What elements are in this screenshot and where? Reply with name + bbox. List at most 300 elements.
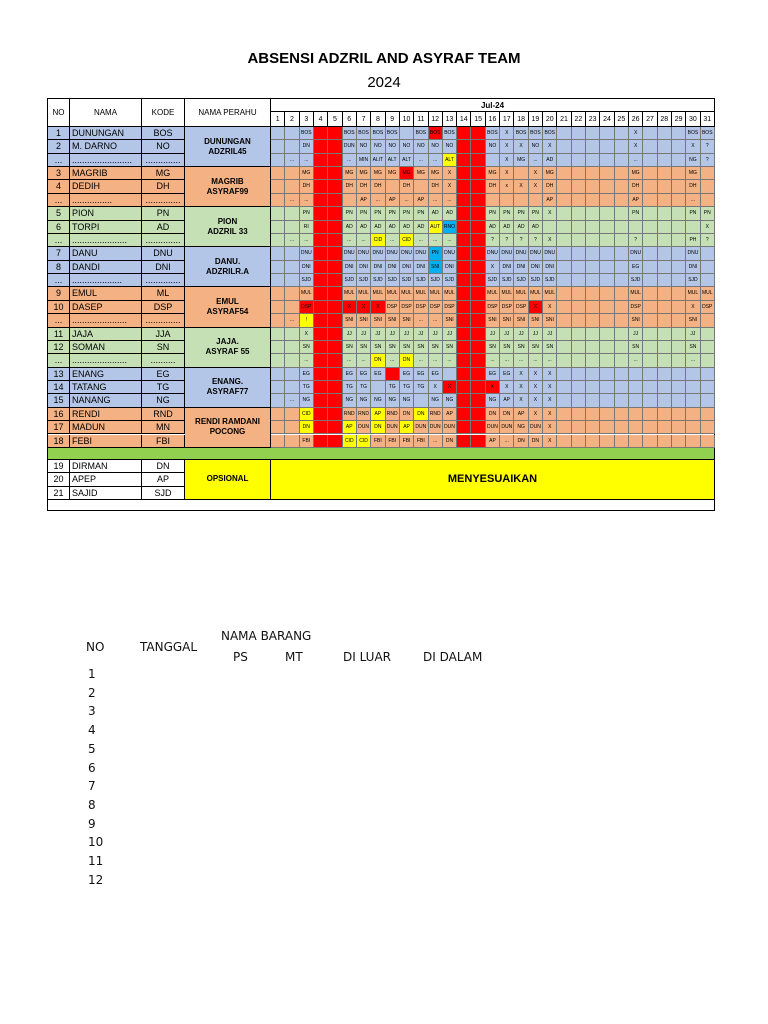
boat-name-line2: ASYRAF54 — [206, 306, 249, 316]
attendance-cell — [672, 354, 686, 367]
attendance-cell: X — [529, 381, 543, 394]
attendance-cell: MUL — [443, 287, 457, 300]
attendance-cell: AD — [357, 221, 371, 234]
attendance-cell — [615, 167, 629, 180]
attendance-cell — [285, 435, 299, 448]
attendance-cell — [471, 140, 485, 153]
attendance-cell: RNO — [443, 221, 457, 234]
attendance-cell — [586, 368, 600, 381]
attendance-cell — [457, 301, 471, 314]
attendance-cell: SN — [500, 341, 514, 354]
attendance-cell — [586, 328, 600, 341]
attendance-cell — [328, 354, 342, 367]
attendance-cell: X — [514, 368, 528, 381]
attendance-cell: NO — [429, 140, 443, 153]
attendance-cell: ? — [500, 234, 514, 247]
day-number: 18 — [514, 112, 528, 127]
attendance-cell: X — [529, 368, 543, 381]
attendance-cell — [271, 127, 285, 140]
member-name: DANDI — [70, 261, 142, 274]
attendance-cell — [271, 194, 285, 207]
attendance-cell: MG — [629, 167, 643, 180]
attendance-cell — [328, 328, 342, 341]
attendance-cell: AD — [343, 221, 357, 234]
attendance-cell — [328, 154, 342, 167]
attendance-cell: X — [543, 301, 557, 314]
attendance-cell — [586, 234, 600, 247]
attendance-cell — [271, 328, 285, 341]
attendance-cell — [572, 408, 586, 421]
attendance-cell — [572, 435, 586, 448]
day-number: 28 — [658, 112, 672, 127]
attendance-cell: JJ — [343, 328, 357, 341]
attendance-cell — [557, 368, 571, 381]
attendance-cell: SJD — [543, 274, 557, 287]
attendance-cell: NG — [400, 394, 414, 407]
attendance-cell — [600, 221, 614, 234]
attendance-cell — [471, 221, 485, 234]
attendance-cell: DH — [357, 180, 371, 193]
attendance-cell — [600, 234, 614, 247]
attendance-cell — [658, 180, 672, 193]
attendance-cell — [586, 221, 600, 234]
attendance-cell — [529, 194, 543, 207]
attendance-cell — [328, 408, 342, 421]
attendance-cell — [643, 261, 657, 274]
form-mt-header: MT — [285, 650, 303, 664]
attendance-cell: MUL — [400, 287, 414, 300]
attendance-cell: ? — [701, 154, 715, 167]
attendance-cell — [314, 207, 328, 220]
attendance-cell: MUL — [701, 287, 715, 300]
attendance-cell — [285, 167, 299, 180]
attendance-cell — [557, 221, 571, 234]
attendance-cell — [572, 194, 586, 207]
attendance-cell — [615, 221, 629, 234]
attendance-cell: x — [500, 180, 514, 193]
attendance-cell: X — [443, 180, 457, 193]
attendance-cell — [658, 354, 672, 367]
attendance-cell — [672, 221, 686, 234]
day-number: 13 — [443, 112, 457, 127]
boat-name-line1: MAGRIB — [211, 176, 244, 186]
attendance-cell — [615, 381, 629, 394]
form-row-number: 2 — [88, 685, 96, 700]
attendance-cell: BOS — [343, 127, 357, 140]
attendance-cell — [701, 368, 715, 381]
attendance-cell — [701, 167, 715, 180]
attendance-cell: X — [543, 140, 557, 153]
attendance-cell: SJD — [529, 274, 543, 287]
attendance-cell: X — [514, 381, 528, 394]
attendance-cell — [643, 194, 657, 207]
attendance-cell — [271, 314, 285, 327]
attendance-cell — [658, 154, 672, 167]
optional-code: SJD — [142, 487, 185, 500]
form-inside-header: DI DALAM — [423, 650, 483, 664]
attendance-cell: MUL — [343, 287, 357, 300]
attendance-cell: DSP — [500, 301, 514, 314]
attendance-cell: ... — [429, 234, 443, 247]
attendance-cell — [586, 421, 600, 434]
attendance-cell: TG — [300, 381, 314, 394]
attendance-cell: ? — [529, 234, 543, 247]
attendance-cell — [600, 328, 614, 341]
attendance-cell: EG — [357, 368, 371, 381]
attendance-cell — [314, 274, 328, 287]
attendance-cell: ... — [285, 314, 299, 327]
attendance-cell — [672, 207, 686, 220]
day-number: 22 — [572, 112, 586, 127]
attendance-cell: SJD — [357, 274, 371, 287]
attendance-cell — [314, 381, 328, 394]
attendance-cell: ... — [429, 354, 443, 367]
attendance-cell — [600, 421, 614, 434]
attendance-cell: AP — [414, 194, 428, 207]
attendance-cell — [643, 154, 657, 167]
member-name: SOMAN — [70, 341, 142, 354]
attendance-cell: PN — [386, 207, 400, 220]
attendance-cell — [629, 421, 643, 434]
member-no: 13 — [48, 368, 70, 381]
attendance-cell: RND — [343, 408, 357, 421]
attendance-cell: NG — [300, 394, 314, 407]
attendance-cell — [615, 354, 629, 367]
attendance-cell — [271, 207, 285, 220]
attendance-cell — [643, 234, 657, 247]
member-no: ... — [48, 194, 70, 207]
attendance-cell: DSP — [701, 301, 715, 314]
attendance-cell — [457, 261, 471, 274]
form-row-number: 10 — [88, 835, 104, 850]
attendance-cell: SJD — [443, 274, 457, 287]
attendance-cell — [615, 207, 629, 220]
member-no: 15 — [48, 394, 70, 407]
attendance-cell — [658, 301, 672, 314]
boat-name-line2: ASYRAF 55 — [205, 347, 250, 357]
boat-name-cell — [185, 247, 271, 287]
attendance-cell — [314, 261, 328, 274]
attendance-cell — [271, 274, 285, 287]
attendance-cell: X — [500, 154, 514, 167]
attendance-cell: DH — [343, 180, 357, 193]
attendance-cell — [457, 287, 471, 300]
header-no: NO — [48, 99, 70, 127]
attendance-cell: DNI — [514, 261, 528, 274]
attendance-cell: SN — [514, 341, 528, 354]
attendance-cell — [643, 328, 657, 341]
attendance-cell — [557, 421, 571, 434]
attendance-cell — [658, 140, 672, 153]
attendance-cell: PN — [371, 207, 385, 220]
attendance-cell — [285, 221, 299, 234]
attendance-cell: SN — [300, 341, 314, 354]
member-code: DNI — [142, 261, 185, 274]
attendance-cell — [672, 180, 686, 193]
attendance-cell — [672, 194, 686, 207]
attendance-cell: DSP — [400, 301, 414, 314]
attendance-cell: DH — [371, 180, 385, 193]
attendance-cell: BOS — [300, 127, 314, 140]
attendance-cell — [572, 154, 586, 167]
attendance-cell: DN — [371, 421, 385, 434]
attendance-cell: MG — [300, 167, 314, 180]
attendance-cell: DNU — [414, 247, 428, 260]
attendance-cell — [600, 261, 614, 274]
attendance-cell — [586, 314, 600, 327]
attendance-cell — [629, 394, 643, 407]
member-no: ... — [48, 354, 70, 367]
boat-name-line2: ASYRAF77 — [206, 387, 249, 397]
member-code: BOS — [142, 127, 185, 140]
attendance-cell — [629, 435, 643, 448]
attendance-cell — [328, 274, 342, 287]
attendance-cell: DNI — [357, 261, 371, 274]
day-number: 14 — [457, 112, 471, 127]
attendance-cell: SJD — [486, 274, 500, 287]
attendance-cell: CID — [400, 234, 414, 247]
attendance-cell: DN — [443, 435, 457, 448]
attendance-cell: NO — [414, 140, 428, 153]
attendance-cell — [658, 435, 672, 448]
attendance-cell: AP — [386, 194, 400, 207]
member-no: 5 — [48, 207, 70, 220]
attendance-cell: DNU — [386, 247, 400, 260]
attendance-cell — [658, 287, 672, 300]
member-name: MAGRIB — [70, 167, 142, 180]
attendance-cell — [557, 154, 571, 167]
attendance-cell — [457, 140, 471, 153]
attendance-cell: DNU — [543, 247, 557, 260]
attendance-cell — [343, 194, 357, 207]
attendance-cell — [471, 314, 485, 327]
separator-band — [48, 448, 715, 460]
boat-name-line2: POCONG — [209, 427, 246, 437]
attendance-cell — [658, 247, 672, 260]
attendance-cell — [686, 221, 700, 234]
attendance-cell: MUL — [543, 287, 557, 300]
attendance-cell — [701, 408, 715, 421]
attendance-cell: SNI — [429, 261, 443, 274]
attendance-cell — [314, 435, 328, 448]
attendance-cell: DNI — [500, 261, 514, 274]
attendance-cell — [557, 354, 571, 367]
attendance-cell: CID — [343, 435, 357, 448]
attendance-cell — [600, 127, 614, 140]
attendance-cell — [701, 381, 715, 394]
attendance-cell — [615, 287, 629, 300]
optional-name: APEP — [70, 473, 142, 486]
attendance-cell: PN — [400, 207, 414, 220]
attendance-cell — [557, 274, 571, 287]
attendance-cell — [672, 127, 686, 140]
attendance-cell — [285, 301, 299, 314]
attendance-cell — [285, 328, 299, 341]
attendance-cell: X — [529, 394, 543, 407]
attendance-cell: EG — [629, 261, 643, 274]
attendance-cell: ... — [386, 354, 400, 367]
attendance-cell: EG — [486, 368, 500, 381]
boat-name-cell — [185, 207, 271, 247]
attendance-cell — [471, 154, 485, 167]
attendance-cell: ... — [443, 354, 457, 367]
attendance-cell: JJ — [443, 328, 457, 341]
member-code: RND — [142, 408, 185, 421]
attendance-cell — [285, 274, 299, 287]
attendance-cell — [672, 167, 686, 180]
attendance-cell: MG — [429, 167, 443, 180]
boat-name-cell — [185, 368, 271, 408]
attendance-cell: MUL — [486, 287, 500, 300]
attendance-cell: JJ — [543, 328, 557, 341]
attendance-cell — [658, 221, 672, 234]
attendance-cell — [271, 381, 285, 394]
attendance-cell — [457, 314, 471, 327]
attendance-cell: ... — [414, 234, 428, 247]
attendance-cell — [471, 127, 485, 140]
day-number: 6 — [343, 112, 357, 127]
day-number: 15 — [471, 112, 485, 127]
day-number: 1 — [271, 112, 285, 127]
member-no: 17 — [48, 421, 70, 434]
attendance-cell — [629, 368, 643, 381]
attendance-cell — [457, 207, 471, 220]
member-code: TG — [142, 381, 185, 394]
attendance-cell — [328, 180, 342, 193]
member-name: RENDI — [70, 408, 142, 421]
attendance-cell — [615, 368, 629, 381]
member-name: .................... — [70, 274, 142, 287]
attendance-cell: EG — [500, 368, 514, 381]
attendance-cell: X — [543, 394, 557, 407]
attendance-cell: MG — [486, 167, 500, 180]
attendance-cell: X — [529, 301, 543, 314]
day-number: 16 — [486, 112, 500, 127]
attendance-cell — [271, 341, 285, 354]
page-year: 2024 — [367, 74, 401, 91]
day-number: 30 — [686, 112, 700, 127]
attendance-cell: PH — [686, 234, 700, 247]
attendance-cell: BOS — [701, 127, 715, 140]
attendance-cell: NG — [386, 394, 400, 407]
attendance-cell: NG — [686, 154, 700, 167]
attendance-cell: DNI — [386, 261, 400, 274]
attendance-cell — [572, 394, 586, 407]
attendance-cell: X — [529, 408, 543, 421]
member-no: 3 — [48, 167, 70, 180]
attendance-cell: ? — [629, 234, 643, 247]
attendance-cell — [586, 207, 600, 220]
attendance-cell: DNI — [443, 261, 457, 274]
attendance-cell — [471, 394, 485, 407]
form-no-header: NO — [86, 640, 105, 654]
day-number: 10 — [400, 112, 414, 127]
attendance-cell — [586, 180, 600, 193]
attendance-cell — [386, 368, 400, 381]
attendance-cell — [285, 140, 299, 153]
attendance-cell — [328, 234, 342, 247]
attendance-cell: BOS — [686, 127, 700, 140]
attendance-cell — [443, 368, 457, 381]
attendance-cell — [314, 287, 328, 300]
boat-name-line2: ASYRAF99 — [206, 186, 249, 196]
attendance-cell: SJD — [429, 274, 443, 287]
attendance-cell: DN — [371, 354, 385, 367]
attendance-cell: ... — [686, 354, 700, 367]
header-nama-perahu: NAMA PERAHU — [185, 99, 271, 127]
attendance-cell: X — [443, 167, 457, 180]
attendance-cell: ... — [429, 314, 443, 327]
member-no: 9 — [48, 287, 70, 300]
member-code: .............. — [142, 154, 185, 167]
attendance-cell: SNI — [386, 314, 400, 327]
attendance-cell: DNI — [543, 261, 557, 274]
member-name: ........................ — [70, 154, 142, 167]
attendance-cell: PN — [429, 247, 443, 260]
attendance-cell — [701, 180, 715, 193]
attendance-cell: PN — [529, 207, 543, 220]
attendance-cell — [572, 287, 586, 300]
attendance-cell — [586, 435, 600, 448]
attendance-cell — [701, 247, 715, 260]
attendance-cell: X — [514, 394, 528, 407]
attendance-cell: MG — [400, 167, 414, 180]
member-no: 4 — [48, 180, 70, 193]
attendance-cell — [686, 435, 700, 448]
member-code: SN — [142, 341, 185, 354]
day-number: 19 — [529, 112, 543, 127]
attendance-cell — [471, 301, 485, 314]
member-name: NANANG — [70, 394, 142, 407]
attendance-cell — [471, 207, 485, 220]
attendance-cell: AD — [414, 221, 428, 234]
optional-no: 20 — [48, 473, 70, 486]
attendance-cell: MUL — [514, 287, 528, 300]
attendance-cell — [314, 247, 328, 260]
attendance-cell: AP — [343, 421, 357, 434]
attendance-cell: SN — [371, 341, 385, 354]
boat-name-line1: PION — [217, 216, 238, 226]
attendance-cell — [557, 247, 571, 260]
attendance-cell: PN — [500, 207, 514, 220]
attendance-cell: ... — [300, 154, 314, 167]
attendance-cell — [557, 381, 571, 394]
attendance-cell: X — [629, 127, 643, 140]
attendance-cell: X — [443, 381, 457, 394]
attendance-cell — [314, 167, 328, 180]
attendance-cell: X — [686, 301, 700, 314]
boat-name-cell — [185, 287, 271, 327]
attendance-cell — [672, 421, 686, 434]
attendance-cell — [600, 207, 614, 220]
member-no: 2 — [48, 140, 70, 153]
attendance-cell: DN — [486, 408, 500, 421]
attendance-cell — [471, 354, 485, 367]
attendance-cell — [314, 314, 328, 327]
attendance-cell: TG — [400, 381, 414, 394]
attendance-cell: DN — [300, 140, 314, 153]
attendance-cell: JJ — [429, 328, 443, 341]
attendance-cell: MUL — [371, 287, 385, 300]
attendance-cell: AD — [514, 221, 528, 234]
attendance-cell — [615, 408, 629, 421]
attendance-cell: MG — [414, 167, 428, 180]
member-code: MN — [142, 421, 185, 434]
attendance-cell — [643, 167, 657, 180]
member-code: NG — [142, 394, 185, 407]
attendance-cell — [643, 368, 657, 381]
attendance-cell — [386, 180, 400, 193]
